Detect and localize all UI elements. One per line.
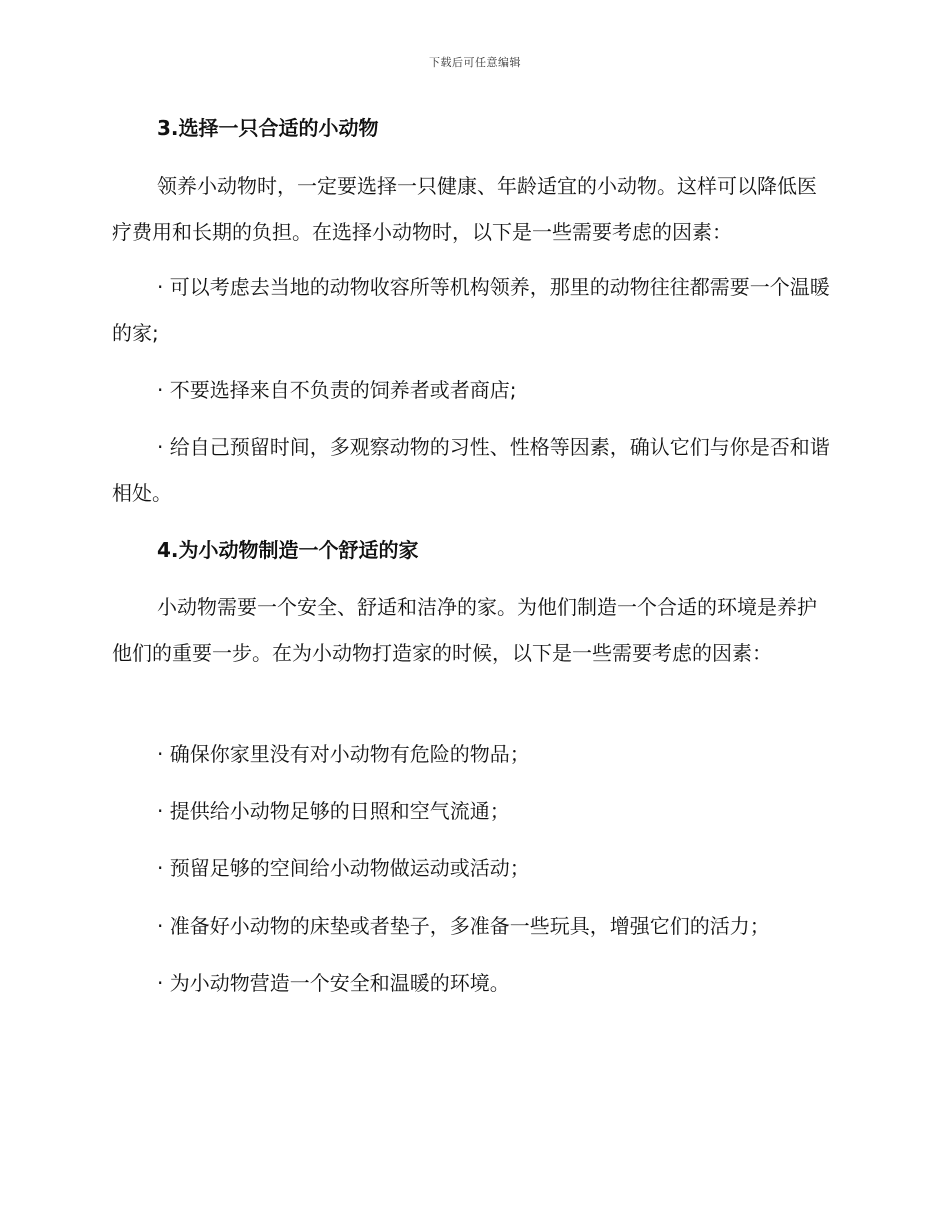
section3-bullet-3: · 给自己预留时间，多观察动物的习性、性格等因素，确认它们与你是否和谐相处。: [112, 435, 830, 505]
section4-bullet-3: · 预留足够的空间给小动物做运动或活动；: [157, 856, 530, 880]
section4-bullet-5: · 为小动物营造一个安全和温暖的环境。: [157, 971, 510, 995]
page-header: 下载后可任意编辑: [429, 56, 521, 69]
section3-intro: 领养小动物时，一定要选择一只健康、年龄适宜的小动物。这样可以降低医疗费用和长期的负担。在选择小动物时，以下是一些需要考虑的因素：: [112, 174, 817, 244]
section4-intro: 小动物需要一个安全、舒适和洁净的家。为他们制造一个合适的环境是养护他们的重要一步。在为小动物打造家的时候，以下是一些需要考虑的因素：: [112, 595, 817, 665]
section3-bullet-1: · 可以考虑去当地的动物收容所等机构领养，那里的动物往往都需要一个温暖的家;: [112, 275, 830, 345]
section3-title: 3.选择一只合适的小动物: [157, 116, 379, 140]
section3-bullet-2: · 不要选择来自不负责的饲养者或者商店;: [157, 378, 517, 402]
section4-bullet-2: · 提供给小动物足够的日照和空气流通；: [157, 799, 510, 823]
section4-bullet-4: · 准备好小动物的床垫或者垫子，多准备一些玩具，增强它们的活力；: [157, 914, 770, 938]
section4-title: 4.为小动物制造一个舒适的家: [157, 538, 419, 562]
section4-bullet-1: · 确保你家里没有对小动物有危险的物品；: [157, 742, 530, 766]
